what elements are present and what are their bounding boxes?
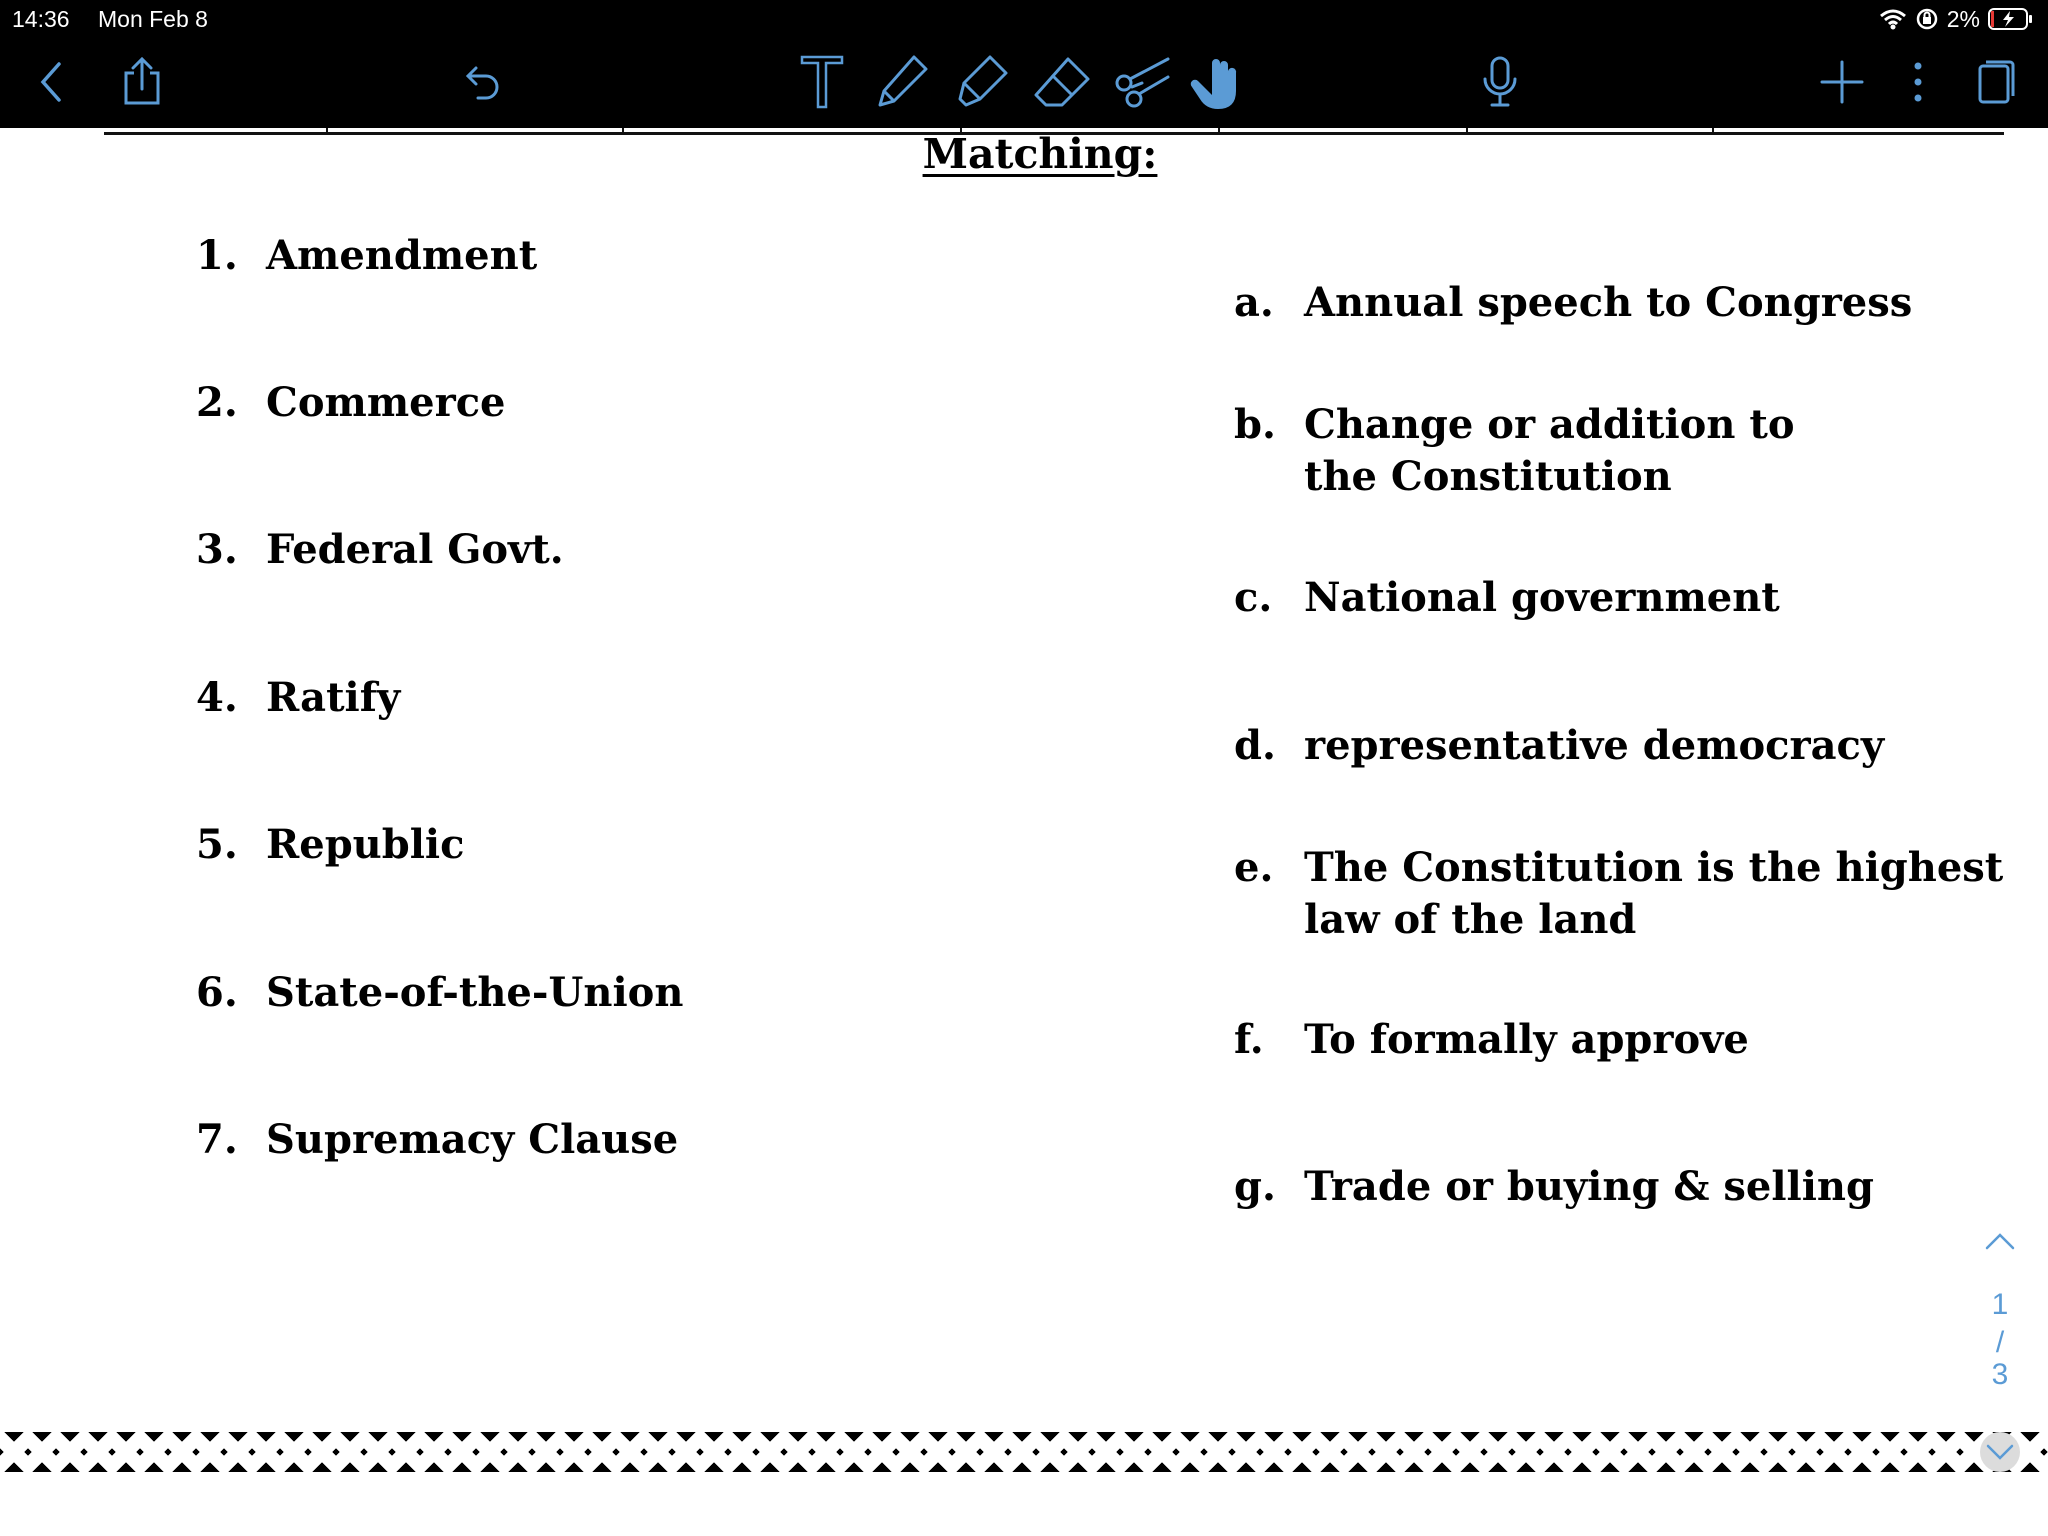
lasso-tool-button[interactable] bbox=[1112, 50, 1172, 114]
highlighter-tool-button[interactable] bbox=[952, 50, 1012, 114]
add-button[interactable] bbox=[1812, 50, 1872, 114]
definition-text: Trade or buying & selling bbox=[1304, 1163, 1874, 1210]
term-text: Supremacy Clause bbox=[266, 1116, 679, 1163]
chevron-left-icon bbox=[37, 60, 67, 104]
top-bar bbox=[0, 0, 2048, 128]
microphone-button[interactable] bbox=[1470, 50, 1530, 114]
definition-letter: c. bbox=[1234, 574, 1273, 621]
more-button[interactable] bbox=[1888, 50, 1948, 114]
chevron-down-icon bbox=[1980, 1457, 2020, 1476]
share-icon bbox=[120, 57, 164, 107]
decorative-border bbox=[0, 1432, 2048, 1472]
pages-button[interactable] bbox=[1966, 50, 2026, 114]
page-indicator bbox=[1980, 1222, 2020, 1402]
term-text: Amendment bbox=[266, 232, 538, 279]
term-text: Federal Govt. bbox=[266, 526, 564, 573]
hand-tool-button[interactable] bbox=[1186, 50, 1246, 114]
plus-icon bbox=[1818, 58, 1866, 106]
status-time: 14:36 bbox=[12, 6, 70, 32]
term-number: 3. bbox=[196, 526, 238, 573]
microphone-icon bbox=[1480, 55, 1520, 109]
term-number: 5. bbox=[196, 821, 238, 868]
definition-letter: f. bbox=[1234, 1016, 1264, 1063]
definition-letter: b. bbox=[1234, 401, 1276, 448]
hand-pointer-icon bbox=[1188, 51, 1244, 113]
highlighter-icon bbox=[954, 53, 1010, 111]
definition-letter: d. bbox=[1234, 722, 1276, 769]
wifi-icon bbox=[1879, 8, 1907, 30]
battery-percent: 2% bbox=[1946, 5, 1980, 32]
scissors-icon bbox=[1112, 53, 1172, 111]
definition-letter: a. bbox=[1234, 279, 1274, 326]
term-number: 7. bbox=[196, 1116, 238, 1163]
undo-icon bbox=[460, 60, 504, 104]
next-page-button[interactable] bbox=[1980, 1432, 2020, 1472]
page-title: Matching: bbox=[922, 130, 1158, 178]
back-button[interactable] bbox=[22, 50, 82, 114]
more-vertical-icon bbox=[1912, 60, 1924, 104]
definition-text: The Constitution is the highest law of the land bbox=[1304, 844, 2004, 943]
definition-letter: e. bbox=[1234, 844, 1274, 891]
definition-text: representative democracy bbox=[1304, 722, 1885, 769]
page-current: 1 bbox=[1991, 1288, 2009, 1321]
definition-text: Change or addition to the Constitution bbox=[1304, 401, 1795, 500]
definition-letter: g. bbox=[1234, 1163, 1276, 1210]
status-indicators bbox=[1879, 4, 2034, 34]
pages-icon bbox=[1976, 58, 2016, 106]
term-number: 2. bbox=[196, 379, 238, 426]
status-date: Mon Feb 8 bbox=[98, 6, 208, 32]
definition-text: Annual speech to Congress bbox=[1304, 279, 1913, 326]
share-button[interactable] bbox=[112, 50, 172, 114]
eraser-tool-button[interactable] bbox=[1032, 50, 1092, 114]
term-number: 6. bbox=[196, 969, 238, 1016]
term-text: Ratify bbox=[266, 674, 401, 721]
page-separator: / bbox=[1995, 1326, 2005, 1359]
term-number: 1. bbox=[196, 232, 238, 279]
battery-charging-icon bbox=[1988, 7, 2034, 31]
text-tool-button[interactable] bbox=[792, 50, 852, 114]
pen-icon bbox=[874, 53, 930, 111]
undo-button[interactable] bbox=[452, 50, 512, 114]
orientation-lock-icon bbox=[1915, 7, 1939, 31]
term-text: State-of-the-Union bbox=[266, 969, 684, 1016]
definition-text: National government bbox=[1304, 574, 1780, 621]
page-total: 3 bbox=[1991, 1358, 2009, 1391]
term-text: Commerce bbox=[266, 379, 506, 426]
text-tool-icon bbox=[798, 53, 846, 111]
definition-text: To formally approve bbox=[1304, 1016, 1749, 1063]
eraser-icon bbox=[1032, 53, 1092, 111]
term-text: Republic bbox=[266, 821, 465, 868]
term-number: 4. bbox=[196, 674, 238, 721]
pen-tool-button[interactable] bbox=[872, 50, 932, 114]
